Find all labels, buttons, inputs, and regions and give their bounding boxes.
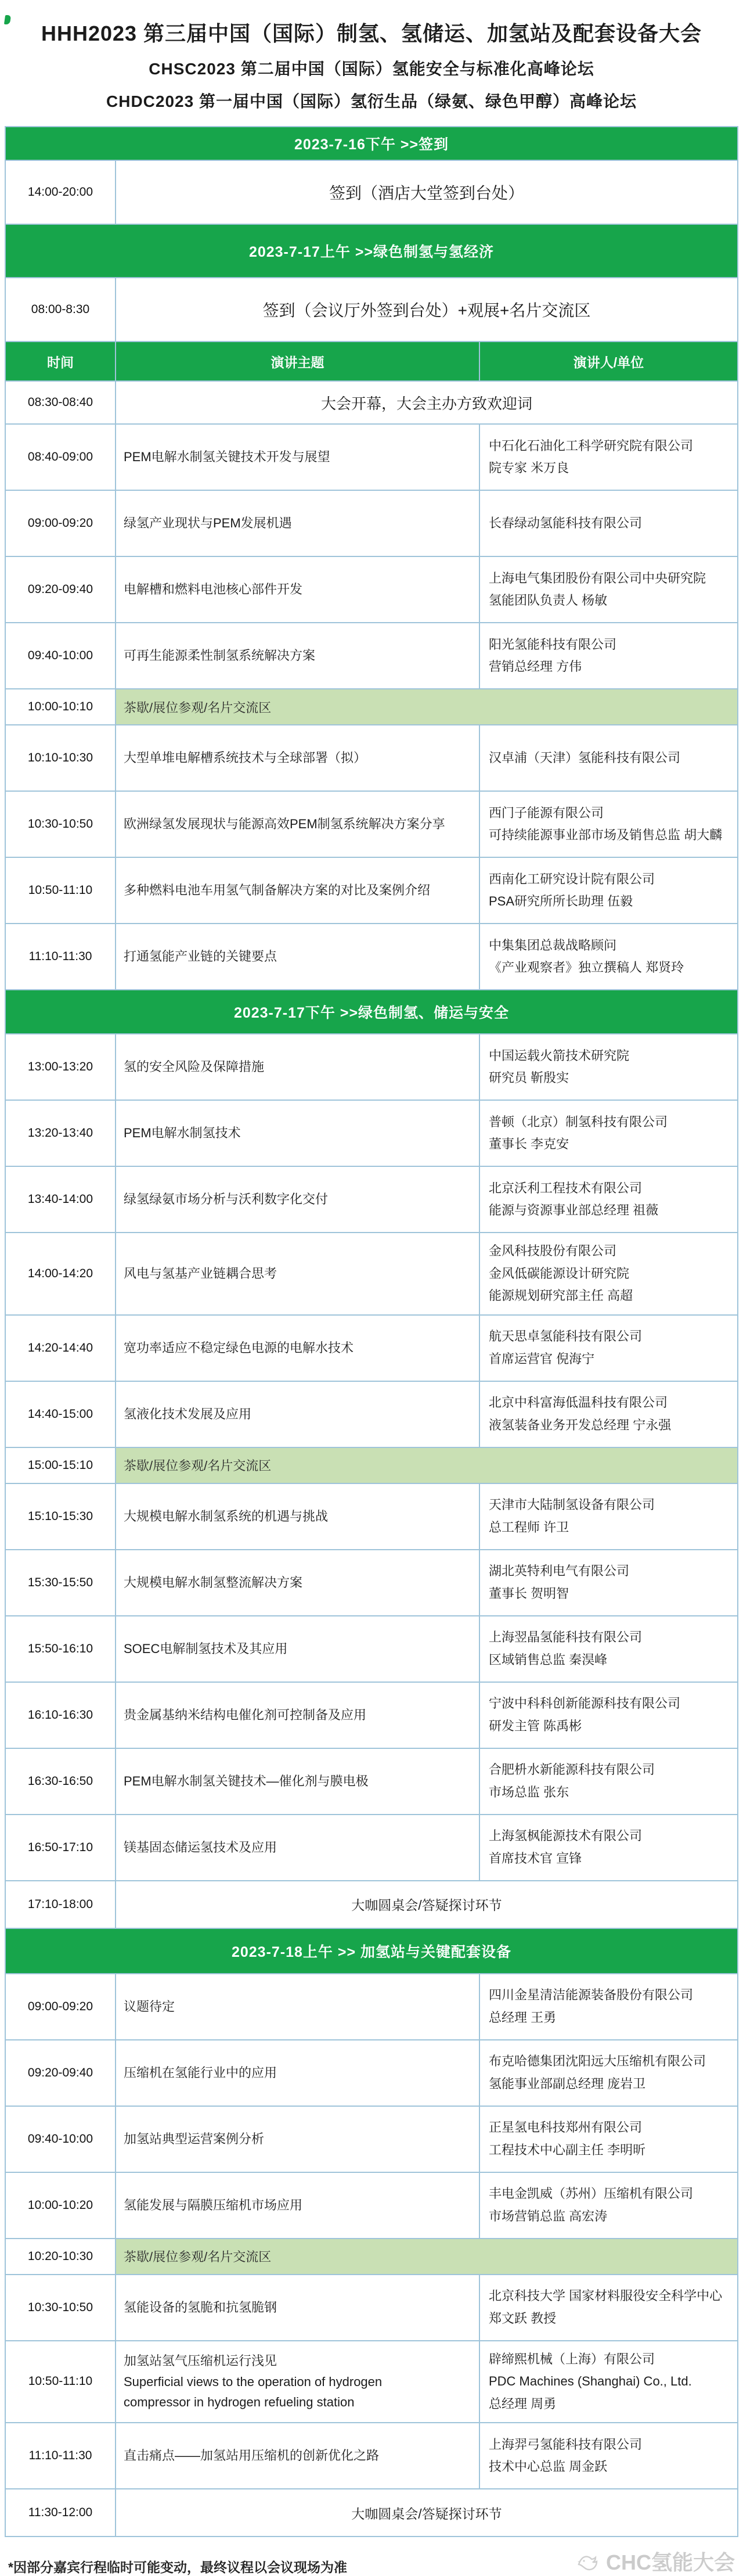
speaker-line: 能源与资源事业部总经理 祖薇 [488,1203,659,1217]
time-cell: 15:30-15:50 [5,1550,116,1616]
topic-cell [116,2172,479,2239]
time-cell: 11:30-12:00 [5,2489,116,2537]
topic-cell [116,556,479,623]
topic-line: 镁基固态储运氢技术及应用 [123,1840,277,1855]
header-titles [0,0,743,112]
speaker-line: 布克哈德集团沈阳远大压缩机有限公司 [488,2054,706,2068]
watermark-text: CHC氢能大会 [606,2550,735,2574]
speaker-line: 正星氢电科技郑州有限公司 [488,2120,642,2135]
agenda-row [5,1815,738,1881]
time-cell: 16:30-16:50 [5,1748,116,1815]
speaker-line: 可持续能源事业部市场及销售总监 胡大麟 [488,828,723,842]
agenda-row [5,2275,738,2341]
merged-cell: 大会开幕，大会主办方致欢迎词 [116,381,738,424]
topic-line: 氢能设备的氢脆和抗氢脆钢 [123,2300,277,2315]
time-cell: 15:10-15:30 [5,1483,116,1550]
agenda-table [5,126,738,2537]
speaker-line: 长春绿动氢能科技有限公司 [488,515,642,530]
column-header-topic: 演讲主题 [116,342,479,381]
topic-cell [116,1034,479,1100]
merged-cell: 大咖圆桌会/答疑探讨环节 [116,1881,738,1928]
topic-line: 大规模电解水制氢系统的机遇与挑战 [123,1508,328,1524]
speaker-line: 郑文跃 教授 [488,2311,557,2326]
topic-line: compressor in hydrogen refueling station [123,2394,355,2409]
speaker-line: 北京沃利工程技术有限公司 [488,1180,642,1195]
speaker-line: 上海羿弓氢能科技有限公司 [488,2437,642,2452]
merged-cell: 大咖圆桌会/答疑探讨环节 [116,2489,738,2537]
agenda-row [5,2172,738,2239]
speaker-cell [479,1616,738,1682]
topic-cell [116,1974,479,2040]
speaker-cell [479,857,738,924]
agenda-row [5,1381,738,1447]
speaker-line: 中石化石油化工科学研究院有限公司 [488,438,693,453]
agenda-row [5,342,738,381]
speaker-line: 北京科技大学 国家材料服役安全科学中心 [488,2288,723,2303]
agenda-row [5,278,738,342]
speaker-line: 金风科技股份有限公司 [488,1244,616,1258]
speaker-line: 市场总监 张东 [488,1784,569,1799]
agenda-row [5,924,738,990]
speaker-line: 首席运营官 倪海宁 [488,1351,595,1366]
agenda-row [5,725,738,791]
topic-cell [116,1381,479,1447]
time-cell: 08:30-08:40 [5,381,116,424]
topic-cell [116,924,479,990]
agenda-row [5,1881,738,1928]
merged-cell: 签到（酒店大堂签到台处） [116,160,738,224]
section-bar [5,224,738,278]
time-cell: 09:20-09:40 [5,556,116,623]
speaker-cell [479,1034,738,1100]
time-cell: 15:50-16:10 [5,1616,116,1682]
time-cell: 10:20-10:30 [5,2239,116,2275]
speaker-cell [479,1483,738,1550]
speaker-cell [479,1100,738,1166]
section-bar-label: 2023-7-17下午 >>绿色制氢、储运与安全 [5,990,738,1034]
topic-cell [116,725,479,791]
speaker-cell [479,2423,738,2489]
agenda-row [5,2239,738,2275]
speaker-cell [479,1815,738,1881]
topic-line: 氢液化技术发展及应用 [123,1406,251,1421]
time-cell: 10:00-10:20 [5,2172,116,2239]
topic-cell [116,857,479,924]
topic-line: 压缩机在氢能行业中的应用 [123,2065,277,2080]
speaker-line: 丰电金凯威（苏州）压缩机有限公司 [488,2186,693,2201]
speaker-cell [479,424,738,490]
time-cell: 09:00-09:20 [5,490,116,556]
merged-cell: 签到（会议厅外签到台处）+观展+名片交流区 [116,278,738,342]
topic-line: 氢能发展与隔膜压缩机市场应用 [123,2197,302,2212]
agenda-row [5,2106,738,2172]
section-bar-label: 2023-7-17上午 >>绿色制氢与氢经济 [5,224,738,278]
speaker-cell [479,725,738,791]
speaker-line: 营销总经理 方伟 [488,659,582,674]
topic-line: 多种燃料电池车用氢气制备解决方案的对比及案例介绍 [123,883,430,898]
agenda-row [5,2489,738,2537]
speaker-cell [479,1233,738,1315]
speaker-cell [479,1550,738,1616]
topic-line: Superficial views to the operation of hydrogen [123,2374,383,2389]
agenda-row [5,490,738,556]
speaker-line: 首席技术官 宣锋 [488,1851,582,1866]
speaker-line: 工程技术中心副主任 李明昕 [488,2142,646,2157]
tea-break-cell: 茶歇/展位参观/名片交流区 [116,1447,738,1483]
column-header-speaker: 演讲人/单位 [479,342,738,381]
topic-line: 可再生能源柔性制氢系统解决方案 [123,648,315,663]
speaker-cell [479,556,738,623]
agenda-row [5,1483,738,1550]
time-cell: 10:10-10:30 [5,725,116,791]
topic-cell [116,2275,479,2341]
topic-line: PEM电解水制氢技术 [123,1126,241,1141]
topic-cell [116,1616,479,1682]
tea-break-cell: 茶歇/展位参观/名片交流区 [116,689,738,725]
topic-cell [116,1550,479,1616]
speaker-line: 西南化工研究设计院有限公司 [488,871,655,886]
time-cell: 13:00-13:20 [5,1034,116,1100]
topic-cell [116,2423,479,2489]
speaker-line: 上海翌晶氢能科技有限公司 [488,1630,642,1644]
time-cell: 09:40-10:00 [5,2106,116,2172]
topic-cell [116,2106,479,2172]
topic-line: 加氢站氢气压缩机运行浅见 [123,2354,277,2369]
agenda-row [5,1233,738,1315]
speaker-line: 合肥枡水新能源科技有限公司 [488,1762,655,1777]
topic-line: PEM电解水制氢关键技术—催化剂与膜电极 [123,1773,369,1788]
topic-cell [116,490,479,556]
agenda-row [5,1315,738,1381]
speaker-line: 宁波中科科创新能源科技有限公司 [488,1696,680,1711]
agenda-row [5,424,738,490]
speaker-line: 四川金星清洁能源装备股份有限公司 [488,1988,693,2002]
speaker-line: 市场营销总监 高宏涛 [488,2208,608,2223]
speaker-line: 《产业观察者》独立撰稿人 郑贤玲 [488,960,684,975]
speaker-cell [479,1748,738,1815]
speaker-line: 董事长 李克安 [488,1137,569,1151]
topic-line: 欧洲绿氢发展现状与能源高效PEM制氢系统解决方案分享 [123,817,445,832]
topic-line: SOEC电解制氢技术及其应用 [123,1641,288,1656]
topic-cell [116,1233,479,1315]
speaker-cell [479,1166,738,1233]
speaker-cell [479,623,738,689]
agenda-row [5,1100,738,1166]
time-cell: 08:00-8:30 [5,278,116,342]
speaker-line: 液氢装备业务开发总经理 宁永强 [488,1417,672,1432]
topic-line: 绿氢产业现状与PEM发展机遇 [123,516,292,531]
topic-line: 加氢站典型运营案例分析 [123,2131,264,2146]
watermark [574,2546,735,2576]
agenda-row [5,1550,738,1616]
speaker-cell [479,1315,738,1381]
time-cell: 08:40-09:00 [5,424,116,490]
agenda-row [5,2423,738,2489]
tea-break-cell: 茶歇/展位参观/名片交流区 [116,2239,738,2275]
topic-cell [116,1748,479,1815]
time-cell: 11:10-11:30 [5,2423,116,2489]
section-bar [5,127,738,160]
speaker-line: 上海电气集团股份有限公司中央研究院 [488,570,706,585]
topic-line: 大型单堆电解槽系统技术与全球部署（拟） [123,750,366,766]
speaker-cell [479,2341,738,2423]
topic-line: 氢的安全风险及保障措施 [123,1059,264,1075]
topic-cell [116,1682,479,1748]
topic-line: 电解槽和燃料电池核心部件开发 [123,582,302,597]
chc-logo-icon [574,2548,601,2575]
topic-line: 风电与氢基产业链耦合思考 [123,1266,277,1281]
agenda-row [5,1616,738,1682]
speaker-line: 阳光氢能科技有限公司 [488,637,616,652]
topic-line: 议题待定 [123,1999,175,2014]
time-cell: 10:00-10:10 [5,689,116,725]
section-bar [5,990,738,1034]
speaker-cell [479,2275,738,2341]
topic-cell [116,2040,479,2106]
agenda-row [5,1034,738,1100]
time-cell: 13:40-14:00 [5,1166,116,1233]
speaker-cell [479,490,738,556]
topic-cell [116,1100,479,1166]
speaker-line: 北京中科富海低温科技有限公司 [488,1395,668,1410]
agenda-row [5,857,738,924]
speaker-line: 中国运载火箭技术研究院 [488,1048,629,1063]
speaker-cell [479,924,738,990]
agenda-row [5,689,738,725]
agenda-row [5,623,738,689]
time-cell: 11:10-11:30 [5,924,116,990]
section-bar [5,1928,738,1974]
topic-cell [116,791,479,857]
speaker-line: 能源规划研究部主任 高超 [488,1288,633,1303]
speaker-line: 董事长 贺明智 [488,1586,569,1601]
footnote-text: *因部分嘉宾行程临时可能变动，最终议程以会议现场为准 [8,2560,347,2575]
topic-line: 打通氢能产业链的关键要点 [123,949,277,964]
topic-line: 大规模电解水制氢整流解决方案 [123,1575,302,1590]
speaker-line: 区域销售总监 秦淏峰 [488,1652,608,1667]
time-cell: 14:40-15:00 [5,1381,116,1447]
speaker-line: 上海氢枫能源技术有限公司 [488,1828,642,1843]
speaker-cell [479,1682,738,1748]
speaker-cell [479,1381,738,1447]
time-cell: 09:00-09:20 [5,1974,116,2040]
topic-cell [116,2341,479,2423]
topic-line: 直击痛点——加氢站用压缩机的创新优化之路 [123,2448,379,2463]
footer [0,2537,743,2576]
speaker-line: 西门子能源有限公司 [488,805,604,820]
speaker-cell [479,2040,738,2106]
topic-cell [116,1166,479,1233]
time-cell: 16:10-16:30 [5,1682,116,1748]
agenda-row [5,556,738,623]
topic-line: PEM电解水制氢关键技术开发与展望 [123,450,330,465]
topic-line: 宽功率适应不稳定绿色电源的电解水技术 [123,1340,354,1355]
speaker-line: 辟缔熙机械（上海）有限公司 [488,2351,655,2366]
time-cell: 14:00-20:00 [5,160,116,224]
speaker-line: 氢能团队负责人 杨敏 [488,593,608,608]
agenda-row [5,1748,738,1815]
agenda-row [5,1166,738,1233]
time-cell: 09:40-10:00 [5,623,116,689]
time-cell: 15:00-15:10 [5,1447,116,1483]
agenda-row [5,2341,738,2423]
time-cell: 14:00-14:20 [5,1233,116,1315]
agenda-row [5,1974,738,2040]
agenda-row [5,791,738,857]
column-header-time: 时间 [5,342,116,381]
speaker-cell [479,2106,738,2172]
page-title: HHH2023 第三届中国（国际）制氢、氢储运、加氢站及配套设备大会 [41,21,702,45]
topic-cell [116,1815,479,1881]
speaker-cell [479,1974,738,2040]
speaker-line: 总经理 王勇 [488,2010,557,2025]
speaker-line: PDC Machines (Shanghai) Co., Ltd. [488,2374,692,2388]
agenda-row [5,1682,738,1748]
time-cell: 10:30-10:50 [5,2275,116,2341]
speaker-line: 天津市大陆制氢设备有限公司 [488,1497,655,1512]
section-bar-label: 2023-7-18上午 >> 加氢站与关键配套设备 [5,1928,738,1974]
time-cell: 14:20-14:40 [5,1315,116,1381]
page-subtitle-1: CHSC2023 第二届中国（国际）氢能安全与标准化高峰论坛 [149,60,594,78]
speaker-line: PSA研究所所长助理 伍毅 [488,894,633,908]
time-cell: 13:20-13:40 [5,1100,116,1166]
agenda-row [5,381,738,424]
section-bar-label: 2023-7-16下午 >>签到 [5,127,738,160]
agenda-row [5,1447,738,1483]
topic-line: 绿氢绿氨市场分析与沃利数字化交付 [123,1192,328,1207]
speaker-line: 金风低碳能源设计研究院 [488,1266,629,1281]
agenda-row [5,2040,738,2106]
speaker-line: 中集集团总裁战略顾问 [488,937,616,953]
speaker-line: 院专家 米万良 [488,461,569,475]
time-cell: 10:30-10:50 [5,791,116,857]
speaker-line: 汉卓浦（天津）氢能科技有限公司 [488,750,680,765]
time-cell: 10:50-11:10 [5,2341,116,2423]
time-cell: 10:50-11:10 [5,857,116,924]
time-cell: 09:20-09:40 [5,2040,116,2106]
topic-cell [116,1315,479,1381]
speaker-line: 研发主管 陈禹彬 [488,1718,582,1733]
speaker-line: 总工程师 许卫 [488,1519,569,1535]
speaker-line: 普顿（北京）制氢科技有限公司 [488,1114,668,1129]
page-subtitle-2: CHDC2023 第一届中国（国际）氢衍生品（绿氨、绿色甲醇）高峰论坛 [106,92,637,110]
topic-cell [116,424,479,490]
time-cell: 16:50-17:10 [5,1815,116,1881]
topic-line: 贵金属基纳米结构电催化剂可控制备及应用 [123,1707,366,1722]
topic-cell [116,623,479,689]
agenda-row [5,160,738,224]
speaker-line: 技术中心总监 周金跃 [488,2459,608,2474]
speaker-line: 研究员 靳殷实 [488,1070,569,1085]
speaker-line: 湖北英特利电气有限公司 [488,1564,629,1578]
speaker-line: 氢能事业部副总经理 庞岩卫 [488,2076,646,2091]
time-cell: 17:10-18:00 [5,1881,116,1928]
speaker-cell [479,791,738,857]
speaker-line: 总经理 周勇 [488,2396,557,2411]
speaker-cell [479,2172,738,2239]
topic-cell [116,1483,479,1550]
speaker-line: 航天思卓氢能科技有限公司 [488,1329,642,1343]
